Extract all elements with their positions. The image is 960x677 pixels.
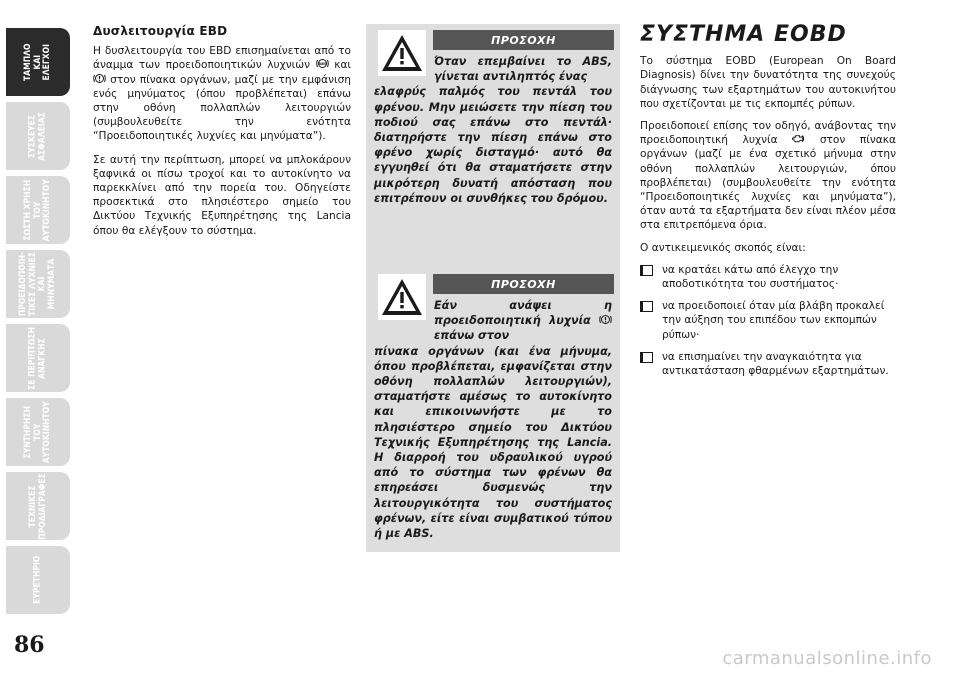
tab-warning-lights[interactable] [6,250,70,318]
watermark: carmanualsonline.info [722,648,932,669]
tab-label: ΤΑΜΠΛΟ ΚΑΙ ΕΛΕΓΧΟΙ [22,43,52,81]
tab-correct-use[interactable] [6,176,70,244]
text: επάνω στον [434,329,510,343]
text: στον πίνακα οργάνων (μαζί με ένα σχετικό μήνυμα στην οθόνη πολλαπλών λειτουργιών, όπου προβλέπεται) (συμβουλευθείτε την ενότητα “Προειδοποιητικές λυχνίες και μηνύματα”), όταν αυτά τα εξαρτήματα δεν είναι πλέον μέσα στα επιτρεπόμενα όρια. [640,134,897,232]
objectives-list [640,263,896,378]
brake-warning-icon [599,314,612,325]
tab-label: ΣΕ ΠΕΡΙΠΤΩΣΗ ΑΝΑΓΚΗΣ [27,326,47,390]
warning-box-brake-fluid [366,268,620,552]
text: πίνακα οργάνων (και ένα μήνυμα, όπου προβλέπεται, εμφανίζεται στην οθόνη πολλαπλών λειτουργιών), σταματήστε αμέσως το αυτοκίνητο και επικοινωνήστε με το πλησιέστερο σημείο του Δικτύου Τεχνικής Εξυπηρέτησης της Lancia. Η διαρροή του υδραυλικού υγρού από το σύστημα των φρένων θα επηρεάσει δυσμενώς την λειτουργικότητα του συστήματος φρένων, είτε είναι συμβατικού τύπου ή με ABS. [374,344,612,541]
tab-label: ΣΩΣΤΗ ΧΡΗΣΗ ΤΟΥ ΑΥΤΟΚΙΝΗΤΟΥ [22,179,52,241]
text: να προειδοποιεί όταν μία βλάβη προκαλεί την αύξηση του επιπέδου των εκπομπών ρύπων· [662,300,885,341]
checkbox-bullet-icon [640,301,653,312]
text: ελαφρύς παλμός του πεντάλ του φρένου. Μην μειώσετε την πίεση του ποδιού σας επάνω στο πεντάλ· διατηρήστε την πίεση επάνω στο φρένο χωρίς δισταγμό· αυτό θα εγγυηθεί ότι θα σταματήσετε στην μικρότερη δυνατή απόσταση που επιτρέπουν οι συνθήκες του δρόμου. [374,85,612,205]
tab-label: ΣΥΝΤΗΡΗΣΗ ΤΟΥ ΑΥΤΟΚΙΝΗΤΟΥ [22,401,52,463]
text: Όταν επεμβαίνει το ABS, γίνεται αντιληπτός ένας [434,55,612,84]
text: Η δυσλειτουργία του EBD επισημαίνεται από το άναμμα των προειδοποιητικών λυχνιών [93,45,351,72]
tab-label: ΠΡΟΕΙΔΟΠΟΙΗ- ΤΙΚΕΣ ΛΥΧΝΙΕΣ ΚΑΙ ΜΗΝΥΜΑΤΑ [18,251,57,317]
tab-safety-devices[interactable] [6,102,70,170]
list-item [640,350,896,378]
paragraph: Σε αυτή την περίπτωση, μπορεί να μπλοκάρουν ξαφνικά οι πίσω τροχοί και το αυτοκίνητο να παρεκκλίνει από την πορεία του. Οδηγείστε προσεκτικά στο πλησιέστερο σημείο του Δικτύου Τεχνικής Εξυπηρέτησης της Lancia όπου θα ελέγξουν το σύστημα. [93,153,351,237]
svg-text:ABS: ABS [318,62,327,67]
text: να κρατάει κάτω από έλεγχο την αποδοτικότητα του συστήματος· [662,263,839,291]
text: να επισημαίνει την αναγκαιότητα για αντικατάσταση φθαρμένων εξαρτημάτων. [662,350,889,378]
tab-dashboard-controls[interactable] [6,28,70,96]
warning-header: ΠΡΟΣΟΧΗ [433,274,614,294]
warning-text [374,54,612,206]
paragraph: Το σύστημα EOBD (European On Board Diagnosis) δίνει την δυνατότητα της συνεχούς διάγνωσης των εξαρτημάτων του αυτοκινήτου που σχετίζονται με τις εκπομπές ρύπων. [640,55,896,110]
text: Προειδοποιεί επίσης τον οδηγό, ανάβοντας την προειδοποιητική λυχνία [640,120,896,147]
brake-warning-icon [93,73,106,84]
warning-header: ΠΡΟΣΟΧΗ [433,30,614,50]
tab-emergency[interactable] [6,324,70,392]
text [374,298,612,344]
text: στον πίνακα οργάνων, μαζί με την εμφάνιση ενός μηνύματος (όπου προβλέπεται) επάνω στην οθόνη πολλαπλών λειτουργιών (συμβουλευθείτε την ενότητα “Προειδοποιητικές λυχνίες και μηνύματα”). [93,73,351,143]
text: Εάν ανάψει η προειδοποιητική λυχνία [434,299,612,328]
eobd-section [640,24,896,386]
warning-box-abs [366,24,620,276]
list-item [640,263,896,291]
tab-index[interactable] [6,546,70,614]
tab-maintenance[interactable] [6,398,70,466]
paragraph: Ο αντικειμενικός σκοπός είναι: [640,241,806,254]
abs-warning-icon [316,58,329,69]
tab-label: ΕΥΡΕΤΗΡΙΟ [32,555,43,605]
text: και [334,59,352,72]
tab-label: ΤΕΧΝΙΚΕΣ ΠΡΟΔΙΑΓΡΑΦΕΣ [27,472,47,540]
checkbox-bullet-icon [640,352,653,363]
tab-label: ΣΥΣΚΕΥΕΣ ΑΣΦΑΛΕΙΑΣ [27,111,47,161]
paragraph [640,119,896,233]
list-item [640,299,896,342]
section-title: ΣΥΣΤΗΜΑ EOBD [640,22,847,47]
tab-technical-specs[interactable] [6,472,70,540]
section-heading: Δυσλειτουργία EBD [93,24,228,38]
paragraph [93,44,351,143]
chapter-sidebar [0,28,76,618]
ebd-malfunction-section [93,24,351,247]
warning-text [374,298,612,541]
engine-check-icon [792,133,805,144]
page-number: 86 [14,632,45,658]
checkbox-bullet-icon [640,265,653,276]
